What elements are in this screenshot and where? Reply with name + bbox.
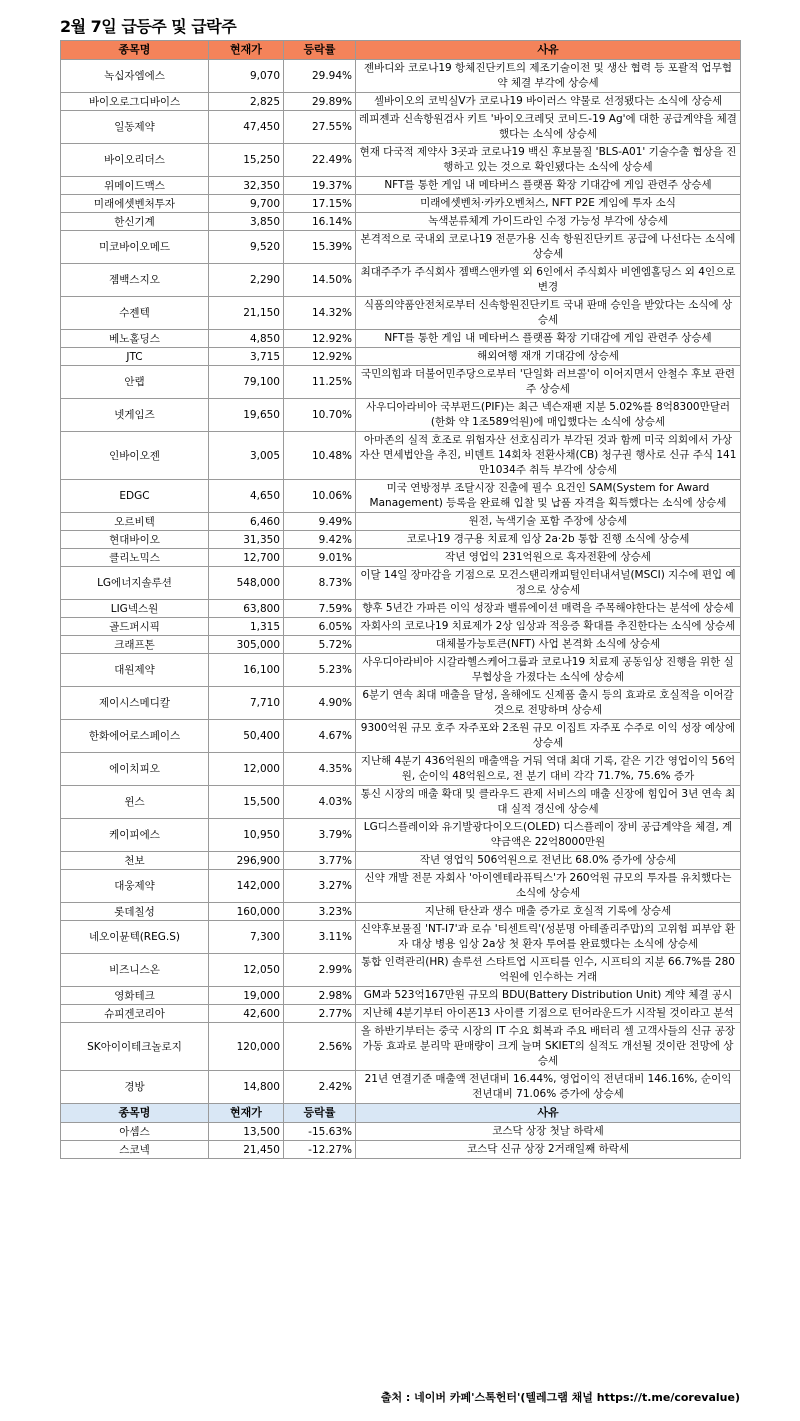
- table-row: [61, 636, 741, 654]
- table-row: [61, 1005, 741, 1023]
- reason-text: 지난해 4분기부터 아이폰13 사이클 기점으로 턴어라운드가 시작될 것이라고 분석: [356, 1005, 741, 1023]
- reason-text: 코로나19 경구용 치료제 임상 2a·2b 통합 진행 소식에 상승세: [356, 531, 741, 549]
- table-row: [61, 111, 741, 144]
- table-row: [61, 531, 741, 549]
- reason-text: 아마존의 실적 호조로 위험자산 선호심리가 부각된 것과 함께 미국 의회에서 가상자산 면세법안을 추진, 비덴트 14회차 전환사채(CB) 청구권 행사로 신규 주식 141만1034주 취득 부각에 상승세: [356, 432, 741, 480]
- stock-name: 일동제약: [61, 111, 209, 144]
- reason-text: 사우디아라비아 시갈라헬스케어그룹과 코로나19 치료제 공동임상 진행을 위한 실무협상을 가졌다는 소식에 상승세: [356, 654, 741, 687]
- reason-text: 코스닥 신규 상장 2거래일째 하락세: [356, 1141, 741, 1159]
- change-rate: -12.27%: [284, 1141, 356, 1159]
- reason-text: 식품의약품안전처로부터 신속항원진단키트 국내 판매 승인을 받았다는 소식에 상승세: [356, 297, 741, 330]
- current-price: 50,400: [209, 720, 284, 753]
- current-price: 19,000: [209, 987, 284, 1005]
- reason-text: 자회사의 코로나19 치료제가 2상 임상과 적응증 확대를 추진한다는 소식에 상승세: [356, 618, 741, 636]
- change-rate: 2.77%: [284, 1005, 356, 1023]
- change-rate: 29.89%: [284, 93, 356, 111]
- stock-name: 슈피겐코리아: [61, 1005, 209, 1023]
- current-price: 9,520: [209, 231, 284, 264]
- rising-header-row: [61, 41, 741, 60]
- page-title: 2월 7일 급등주 및 급락주: [60, 17, 237, 36]
- current-price: 15,250: [209, 144, 284, 177]
- table-row: [61, 567, 741, 600]
- table-row: [61, 852, 741, 870]
- current-price: 4,650: [209, 480, 284, 513]
- stock-name: 오르비텍: [61, 513, 209, 531]
- current-price: 3,715: [209, 348, 284, 366]
- change-rate: 12.92%: [284, 330, 356, 348]
- stock-name: 경방: [61, 1071, 209, 1104]
- current-price: 79,100: [209, 366, 284, 399]
- current-price: 21,150: [209, 297, 284, 330]
- stock-name: 베노홀딩스: [61, 330, 209, 348]
- stock-name: 케이피에스: [61, 819, 209, 852]
- stock-name: 골드퍼시픽: [61, 618, 209, 636]
- table-row: [61, 753, 741, 786]
- table-row: [61, 870, 741, 903]
- header-change: 등락률: [284, 41, 356, 60]
- change-rate: 15.39%: [284, 231, 356, 264]
- stock-name: LG에너지솔루션: [61, 567, 209, 600]
- header-name: 종목명: [61, 1104, 209, 1123]
- reason-text: 작년 영업익 506억원으로 전년比 68.0% 증가에 상승세: [356, 852, 741, 870]
- table-row: [61, 330, 741, 348]
- stock-name: EDGC: [61, 480, 209, 513]
- current-price: 1,315: [209, 618, 284, 636]
- current-price: 142,000: [209, 870, 284, 903]
- stock-name: 스코넥: [61, 1141, 209, 1159]
- header-price: 현재가: [209, 41, 284, 60]
- current-price: 10,950: [209, 819, 284, 852]
- change-rate: 5.72%: [284, 636, 356, 654]
- table-row: [61, 1123, 741, 1141]
- current-price: 12,000: [209, 753, 284, 786]
- current-price: 548,000: [209, 567, 284, 600]
- source-note: 출처 : 네이버 카페'스톡헌터'(텔레그램 채널 https://t.me/corevalue): [380, 1391, 740, 1404]
- change-rate: 2.98%: [284, 987, 356, 1005]
- table-row: [61, 144, 741, 177]
- stock-name: 미래에셋벤처투자: [61, 195, 209, 213]
- reason-text: 6분기 연속 최대 매출을 달성, 올해에도 신제품 출시 등의 효과로 호실적을 이어갈 것으로 전망하며 상승세: [356, 687, 741, 720]
- change-rate: -15.63%: [284, 1123, 356, 1141]
- reason-text: 미래에셋벤처·카카오벤처스, NFT P2E 게임에 투자 소식: [356, 195, 741, 213]
- reason-text: 지난해 4분기 436억원의 매출액을 거둬 역대 최대 기록, 같은 기간 영업이익 56억원, 순이익 48억원으로, 전 분기 대비 각각 71.7%, 75.6% 증가: [356, 753, 741, 786]
- current-price: 42,600: [209, 1005, 284, 1023]
- reason-text: 작년 영업익 231억원으로 흑자전환에 상승세: [356, 549, 741, 567]
- reason-text: 사우디아라비아 국부펀드(PIF)는 최근 넥슨재팬 지분 5.02%를 8억8300만달러(한화 약 1조589억원)에 매입했다는 소식에 상승세: [356, 399, 741, 432]
- header-name: 종목명: [61, 41, 209, 60]
- reason-text: 미국 연방정부 조달시장 진출에 필수 요건인 SAM(System for Award Management) 등록을 완료해 입찰 및 납품 자격을 획득했다는 소식에 상승세: [356, 480, 741, 513]
- table-row: [61, 348, 741, 366]
- reason-text: 신약후보물질 'NT-I7'과 로슈 '티센트릭'(성분명 아테졸리주맙)의 고위험 피부암 환자 대상 병용 임상 2a상 첫 환자 투여를 완료했다는 소식에 상승세: [356, 921, 741, 954]
- change-rate: 3.79%: [284, 819, 356, 852]
- falling-table-body: [61, 1123, 741, 1159]
- table-row: [61, 513, 741, 531]
- reason-text: 이달 14일 장마감을 기점으로 모건스탠리캐피털인터내셔널(MSCI) 지수에 편입 예정으로 상승세: [356, 567, 741, 600]
- change-rate: 11.25%: [284, 366, 356, 399]
- change-rate: 5.23%: [284, 654, 356, 687]
- current-price: 120,000: [209, 1023, 284, 1071]
- current-price: 7,300: [209, 921, 284, 954]
- stock-table: [60, 40, 741, 1159]
- change-rate: 12.92%: [284, 348, 356, 366]
- header-reason: 사유: [356, 1104, 741, 1123]
- table-row: [61, 399, 741, 432]
- reason-text: LG디스플레이와 유기발광다이오드(OLED) 디스플레이 장비 공급계약을 체결, 계약금액은 22억8000만원: [356, 819, 741, 852]
- current-price: 12,700: [209, 549, 284, 567]
- reason-text: 최대주주가 주식회사 젬백스앤카엘 외 6인에서 주식회사 비엔엠홀딩스 외 4인으로 변경: [356, 264, 741, 297]
- stock-name: 제이시스메디칼: [61, 687, 209, 720]
- header-change: 등락률: [284, 1104, 356, 1123]
- table-row: [61, 297, 741, 330]
- reason-text: 셀바이오의 코빅실V가 코로나19 바이러스 약물로 선정됐다는 소식에 상승세: [356, 93, 741, 111]
- stock-name: 바이오리더스: [61, 144, 209, 177]
- change-rate: 2.99%: [284, 954, 356, 987]
- table-row: [61, 177, 741, 195]
- reason-text: 통합 인력관리(HR) 솔루션 스타트업 시프티를 인수, 시프티의 지분 66.7%를 280억원에 인수하는 거래: [356, 954, 741, 987]
- reason-text: 올 하반기부터는 중국 시장의 IT 수요 회복과 주요 배터리 셀 고객사들의 신규 공장 가동 효과로 분리막 판매량이 크게 늘며 SKIET의 실적도 개선될 것이란 전망에 상승세: [356, 1023, 741, 1071]
- change-rate: 17.15%: [284, 195, 356, 213]
- reason-text: 녹색분류체계 가이드라인 수정 가능성 부각에 상승세: [356, 213, 741, 231]
- stock-name: 대웅제약: [61, 870, 209, 903]
- stock-name: 안랩: [61, 366, 209, 399]
- table-row: [61, 1141, 741, 1159]
- current-price: 32,350: [209, 177, 284, 195]
- current-price: 2,290: [209, 264, 284, 297]
- current-price: 47,450: [209, 111, 284, 144]
- reason-text: 9300억원 규모 호주 자주포와 2조원 규모 이집트 자주포 수주로 이익 성장 예상에 상승세: [356, 720, 741, 753]
- current-price: 21,450: [209, 1141, 284, 1159]
- change-rate: 3.27%: [284, 870, 356, 903]
- reason-text: GM과 523억167만원 규모의 BDU(Battery Distribution Unit) 계약 체결 공시: [356, 987, 741, 1005]
- change-rate: 9.01%: [284, 549, 356, 567]
- table-row: [61, 903, 741, 921]
- table-row: [61, 654, 741, 687]
- stock-name: 인바이오젠: [61, 432, 209, 480]
- table-row: [61, 213, 741, 231]
- table-row: [61, 987, 741, 1005]
- stock-name: 위메이드맥스: [61, 177, 209, 195]
- stock-name: 클리노믹스: [61, 549, 209, 567]
- change-rate: 4.35%: [284, 753, 356, 786]
- current-price: 6,460: [209, 513, 284, 531]
- current-price: 160,000: [209, 903, 284, 921]
- table-row: [61, 549, 741, 567]
- stock-name: 젬백스지오: [61, 264, 209, 297]
- reason-text: 신약 개발 전문 자회사 '아이엔테라퓨틱스'가 260억원 규모의 투자를 유치했다는 소식에 상승세: [356, 870, 741, 903]
- table-row: [61, 60, 741, 93]
- change-rate: 6.05%: [284, 618, 356, 636]
- current-price: 14,800: [209, 1071, 284, 1104]
- stock-name: 네오이뮨텍(REG.S): [61, 921, 209, 954]
- change-rate: 4.03%: [284, 786, 356, 819]
- stock-name: 아셈스: [61, 1123, 209, 1141]
- stock-name: JTC: [61, 348, 209, 366]
- change-rate: 10.48%: [284, 432, 356, 480]
- change-rate: 4.67%: [284, 720, 356, 753]
- table-row: [61, 264, 741, 297]
- change-rate: 16.14%: [284, 213, 356, 231]
- stock-name: 비즈니스온: [61, 954, 209, 987]
- rising-table-body: [61, 60, 741, 1104]
- table-row: [61, 1071, 741, 1104]
- current-price: 9,700: [209, 195, 284, 213]
- reason-text: 현재 다국적 제약사 3곳과 코로나19 백신 후보물질 'BLS-A01' 기술수출 협상을 진행하고 있는 것으로 확인됐다는 소식에 상승세: [356, 144, 741, 177]
- current-price: 4,850: [209, 330, 284, 348]
- reason-text: 지난해 탄산과 생수 매출 증가로 호실적 기록에 상승세: [356, 903, 741, 921]
- stock-name: LIG넥스원: [61, 600, 209, 618]
- change-rate: 8.73%: [284, 567, 356, 600]
- table-row: [61, 93, 741, 111]
- table-row: [61, 687, 741, 720]
- current-price: 12,050: [209, 954, 284, 987]
- change-rate: 3.11%: [284, 921, 356, 954]
- change-rate: 2.56%: [284, 1023, 356, 1071]
- current-price: 15,500: [209, 786, 284, 819]
- reason-text: 향후 5년간 가파른 이익 성장과 밸류에이션 매력을 주목해야한다는 분석에 상승세: [356, 600, 741, 618]
- stock-name: 대원제약: [61, 654, 209, 687]
- falling-header-row: [61, 1104, 741, 1123]
- stock-name: 에이치피오: [61, 753, 209, 786]
- stock-name: 바이오로그디바이스: [61, 93, 209, 111]
- stock-name: 미코바이오메드: [61, 231, 209, 264]
- change-rate: 10.06%: [284, 480, 356, 513]
- reason-text: 통신 시장의 매출 확대 및 클라우드 관제 서비스의 매출 신장에 힘입어 3년 연속 최대 실적 경신에 상승세: [356, 786, 741, 819]
- change-rate: 27.55%: [284, 111, 356, 144]
- current-price: 13,500: [209, 1123, 284, 1141]
- change-rate: 4.90%: [284, 687, 356, 720]
- current-price: 9,070: [209, 60, 284, 93]
- table-row: [61, 231, 741, 264]
- table-row: [61, 921, 741, 954]
- stock-name: 넷게임즈: [61, 399, 209, 432]
- table-row: [61, 1023, 741, 1071]
- change-rate: 9.42%: [284, 531, 356, 549]
- change-rate: 14.50%: [284, 264, 356, 297]
- current-price: 31,350: [209, 531, 284, 549]
- change-rate: 29.94%: [284, 60, 356, 93]
- stock-name: 녹십자엠에스: [61, 60, 209, 93]
- reason-text: 21년 연결기준 매출액 전년대비 16.44%, 영업이익 전년대비 146.16%, 순이익 전년대비 71.06% 증가에 상승세: [356, 1071, 741, 1104]
- table-row: [61, 366, 741, 399]
- current-price: 63,800: [209, 600, 284, 618]
- stock-name: 롯데칠성: [61, 903, 209, 921]
- stock-name: 영화테크: [61, 987, 209, 1005]
- reason-text: 본격적으로 국내외 코로나19 전문가용 신속 항원진단키트 공급에 나선다는 소식에 상승세: [356, 231, 741, 264]
- change-rate: 3.23%: [284, 903, 356, 921]
- stock-name: 한화에어로스페이스: [61, 720, 209, 753]
- table-row: [61, 618, 741, 636]
- change-rate: 7.59%: [284, 600, 356, 618]
- change-rate: 9.49%: [284, 513, 356, 531]
- table-row: [61, 786, 741, 819]
- change-rate: 3.77%: [284, 852, 356, 870]
- reason-text: 대체불가능토큰(NFT) 사업 본격화 소식에 상승세: [356, 636, 741, 654]
- current-price: 3,005: [209, 432, 284, 480]
- table-row: [61, 480, 741, 513]
- stock-name: 크래프톤: [61, 636, 209, 654]
- table-row: [61, 600, 741, 618]
- stock-name: 한신기계: [61, 213, 209, 231]
- reason-text: 해외여행 재개 기대감에 상승세: [356, 348, 741, 366]
- current-price: 3,850: [209, 213, 284, 231]
- reason-text: 원전, 녹색기술 포함 주장에 상승세: [356, 513, 741, 531]
- current-price: 16,100: [209, 654, 284, 687]
- header-price: 현재가: [209, 1104, 284, 1123]
- current-price: 296,900: [209, 852, 284, 870]
- table-row: [61, 432, 741, 480]
- stock-name: SK아이이테크놀로지: [61, 1023, 209, 1071]
- change-rate: 22.49%: [284, 144, 356, 177]
- reason-text: 코스닥 상장 첫날 하락세: [356, 1123, 741, 1141]
- reason-text: NFT를 통한 게임 내 메타버스 플랫폼 확장 기대감에 게임 관련주 상승세: [356, 330, 741, 348]
- table-row: [61, 954, 741, 987]
- stock-name: 수젠텍: [61, 297, 209, 330]
- stock-name: 천보: [61, 852, 209, 870]
- table-row: [61, 720, 741, 753]
- change-rate: 2.42%: [284, 1071, 356, 1104]
- reason-text: NFT를 통한 게임 내 메타버스 플랫폼 확장 기대감에 게임 관련주 상승세: [356, 177, 741, 195]
- change-rate: 14.32%: [284, 297, 356, 330]
- current-price: 19,650: [209, 399, 284, 432]
- stock-name: 윈스: [61, 786, 209, 819]
- current-price: 7,710: [209, 687, 284, 720]
- change-rate: 19.37%: [284, 177, 356, 195]
- reason-text: 레피젠과 신속항원검사 키트 '바이오크레딧 코비드-19 Ag'에 대한 공급계약을 체결했다는 소식에 상승세: [356, 111, 741, 144]
- change-rate: 10.70%: [284, 399, 356, 432]
- table-row: [61, 819, 741, 852]
- header-reason: 사유: [356, 41, 741, 60]
- table-row: [61, 195, 741, 213]
- stock-name: 현대바이오: [61, 531, 209, 549]
- current-price: 2,825: [209, 93, 284, 111]
- reason-text: 젠바디와 코로나19 항체진단키트의 제조기술이전 및 생산 협력 등 포괄적 업무협약 체결 부각에 상승세: [356, 60, 741, 93]
- reason-text: 국민의힘과 더불어민주당으로부터 '단일화 러브콜'이 이어지면서 안철수 후보 관련주 상승세: [356, 366, 741, 399]
- current-price: 305,000: [209, 636, 284, 654]
